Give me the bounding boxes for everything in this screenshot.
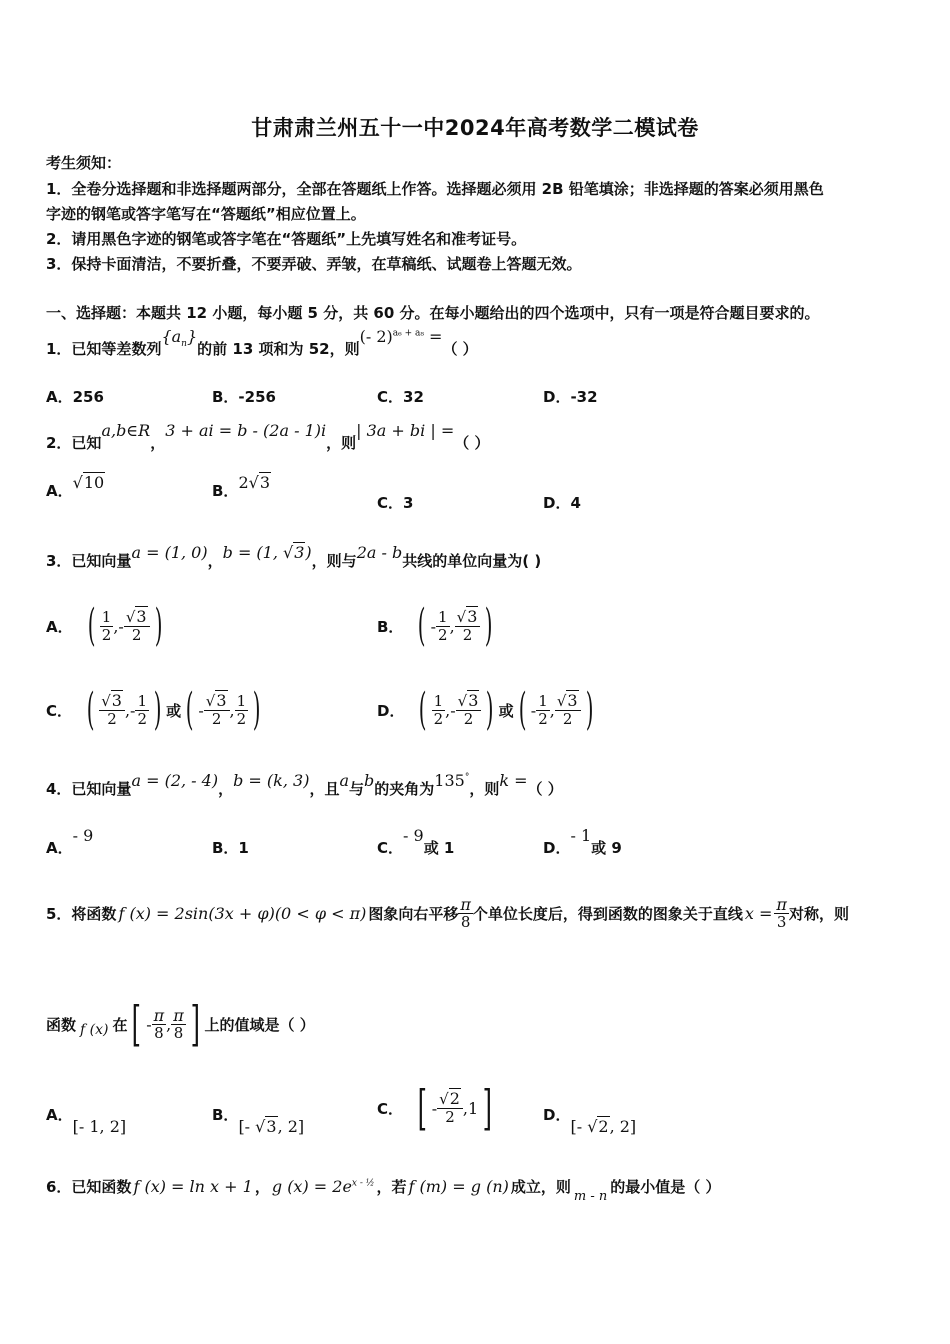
q4-text-c: 与 xyxy=(349,780,365,798)
q5-function: f (x) = 2sin(3x + φ)(0 < φ < π) xyxy=(118,903,367,923)
q4-vector-b: b = (k, 3) xyxy=(233,771,310,790)
q5-text-c: 个单位长度后，得到函数的图象关于直线 xyxy=(472,904,743,923)
q4-option-d[interactable]: D．- 1或 9 xyxy=(543,826,622,857)
q6-text-b: ，若 xyxy=(376,1178,407,1196)
q3-text-b: ，则与 xyxy=(311,552,357,570)
q1-option-c[interactable]: C．32 xyxy=(377,388,424,406)
q4-k: k = xyxy=(499,771,528,790)
q6-function-f: f (x) = ln x + 1 xyxy=(133,1177,253,1196)
q1-blank: （ ） xyxy=(442,340,478,358)
notice-line-1a: 1．全卷分选择题和非选择题两部分，全部在答题纸上作答。选择题必须用 2B 铅笔填涂；非选择题的答案必须用黑色 xyxy=(46,180,824,198)
q6-comma: ， xyxy=(254,1178,270,1196)
q2-text-b: ，则 xyxy=(326,434,357,452)
q1-option-d[interactable]: D．-32 xyxy=(543,388,598,406)
q5-text-a: 5．将函数 xyxy=(46,904,117,923)
question-1 xyxy=(46,327,478,361)
q5-axis-frac: $\frac{\pi}{3}$ xyxy=(776,894,787,931)
q2-cond-2: 3 + ai = b - (2a - 1)i xyxy=(165,421,327,440)
question-5-cont: 函数 f (x) 在 [ - $\frac{\pi}{8}$ , $\frac{\pi}{8}$ ] 上的值域是（ ） xyxy=(46,996,315,1052)
q5-text-b: 图象向右平移 xyxy=(368,904,459,923)
q1-expr: (- 2)$^{a_6 + a_8}$ = xyxy=(359,327,443,346)
q6-m-minus-n: m - n xyxy=(573,1189,608,1204)
q2-comma: ， xyxy=(150,434,166,452)
q4-option-a[interactable]: A．- 9 xyxy=(46,826,94,857)
q3-text-a: 3．已知向量 xyxy=(46,552,132,570)
q4-option-c[interactable]: C．- 9或 1 xyxy=(377,826,455,857)
q3-text-c: 共线的单位向量为( ) xyxy=(402,552,542,570)
q4-blank: （ ） xyxy=(527,780,563,798)
q4-text-a: 4．已知向量 xyxy=(46,780,132,798)
q2-option-a[interactable]: A．√10 xyxy=(46,473,105,500)
q1-text-a: 1．已知等差数列 xyxy=(46,340,162,358)
question-6 xyxy=(46,1176,721,1204)
q4-text-b: ，且 xyxy=(309,780,340,798)
q3-option-c[interactable]: C． ( $\frac{√3}{2}$ , - $\frac{1}{2}$ ) 或 ( - $\frac{√3}{2}$ , $\frac{1}{2}$ ) xyxy=(46,684,261,735)
q4-symbol-a: a xyxy=(339,771,350,790)
q3-option-d[interactable]: D． ( $\frac{1}{2}$ , - $\frac{√3}{2}$ ) 或 ( - $\frac{1}{2}$ , $\frac{√3}{2}$ ) xyxy=(377,684,594,735)
q6-text-c: 成立，则 xyxy=(510,1178,571,1196)
q2-b-sqrt: 2√3 xyxy=(238,473,271,492)
q1-text-b: 的前 13 项和为 52，则 xyxy=(197,340,360,358)
notice-line-2: 2．请用黑色字迹的钢笔或答字笔在“答题纸”上先填写姓名和准考证号。 xyxy=(46,230,527,248)
q4-comma: ， xyxy=(218,780,234,798)
q5-option-a[interactable]: A．[- 1, 2] xyxy=(46,1106,127,1136)
q2-a-sqrt: √10 xyxy=(72,473,105,492)
q1-sequence: $\{a_n\}$ xyxy=(161,327,198,350)
q3-option-b[interactable]: B． ( - $\frac{1}{2}$ , $\frac{√3}{2}$ ) xyxy=(377,600,493,651)
q5-text-d: 对称，则 xyxy=(788,904,849,923)
question-4 xyxy=(46,771,563,799)
q2-blank: （ ） xyxy=(454,434,490,452)
q2-text-a: 2．已知 xyxy=(46,434,102,452)
q6-text-d: 的最小值是（ ） xyxy=(610,1178,721,1196)
q6-text-a: 6．已知函数 xyxy=(46,1178,132,1196)
q4-angle: 135° xyxy=(434,771,470,790)
exam-title: 甘肃肃兰州五十一中2024年高考数学二模试卷 xyxy=(251,116,699,140)
q3-vector-b: b = (1, √3) xyxy=(222,543,312,562)
q5-text-e: 函数 xyxy=(46,1015,77,1034)
notice-line-3: 3．保持卡面清洁，不要折叠，不要弄破、弄皱，在草稿纸、试题卷上答题无效。 xyxy=(46,255,582,273)
q4-vector-a: a = (2, - 4) xyxy=(131,771,219,790)
q2-expr: | 3a + bi | = xyxy=(356,421,455,440)
q3-vector-a: a = (1, 0) xyxy=(131,543,208,562)
q1-option-b[interactable]: B．-256 xyxy=(212,388,276,406)
question-3 xyxy=(46,543,542,571)
question-5 xyxy=(46,888,849,938)
q4-text-d: 的夹角为 xyxy=(374,780,435,798)
q6-function-g: g $(x) = 2e^{x - \frac{1}{2}}$ xyxy=(271,1177,375,1196)
notice-line-1b: 字迹的钢笔或答字笔写在“答题纸”相应位置上。 xyxy=(46,205,366,223)
q2-option-c[interactable]: C．3 xyxy=(377,494,414,512)
q3-option-a[interactable]: A． ( $\frac{1}{2}$ , - $\frac{√3}{2}$ ) xyxy=(46,600,163,651)
q5-fx: f (x) xyxy=(80,1022,109,1038)
q5-option-b[interactable]: B．[- √3, 2] xyxy=(212,1106,305,1136)
section-heading: 一、选择题：本题共 12 小题，每小题 5 分，共 60 分。在每小题给出的四个选项中，只有一项是符合题目要求的。 xyxy=(46,304,820,322)
q4-option-b[interactable]: B．1 xyxy=(212,839,249,857)
q4-symbol-b: b xyxy=(364,771,375,790)
q4-text-e: ，则 xyxy=(469,780,500,798)
q3-comma: ， xyxy=(207,552,223,570)
question-2 xyxy=(46,421,490,453)
notice-heading: 考生须知： xyxy=(46,154,122,172)
q6-condition: f (m) = g (n) xyxy=(408,1177,509,1196)
q5-line-x: x = xyxy=(744,903,773,923)
q2-option-d[interactable]: D．4 xyxy=(543,494,581,512)
q5-shift-frac: $\frac{\pi}{8}$ xyxy=(460,894,471,931)
q1-option-a[interactable]: A．256 xyxy=(46,388,104,406)
q5-option-d[interactable]: D．[- √2, 2] xyxy=(543,1106,637,1136)
q3-expr: 2a - b xyxy=(356,543,403,562)
q5-text-g: 在 xyxy=(112,1015,128,1034)
q5-option-c[interactable]: C． [ - $\frac{√2}{2}$ , 1 ] xyxy=(377,1080,493,1136)
q5-text-h: 上的值域是（ ） xyxy=(204,1015,315,1034)
q2-cond-1: a,b∈R xyxy=(101,421,151,440)
q2-option-b[interactable]: B．2√3 xyxy=(212,473,271,500)
